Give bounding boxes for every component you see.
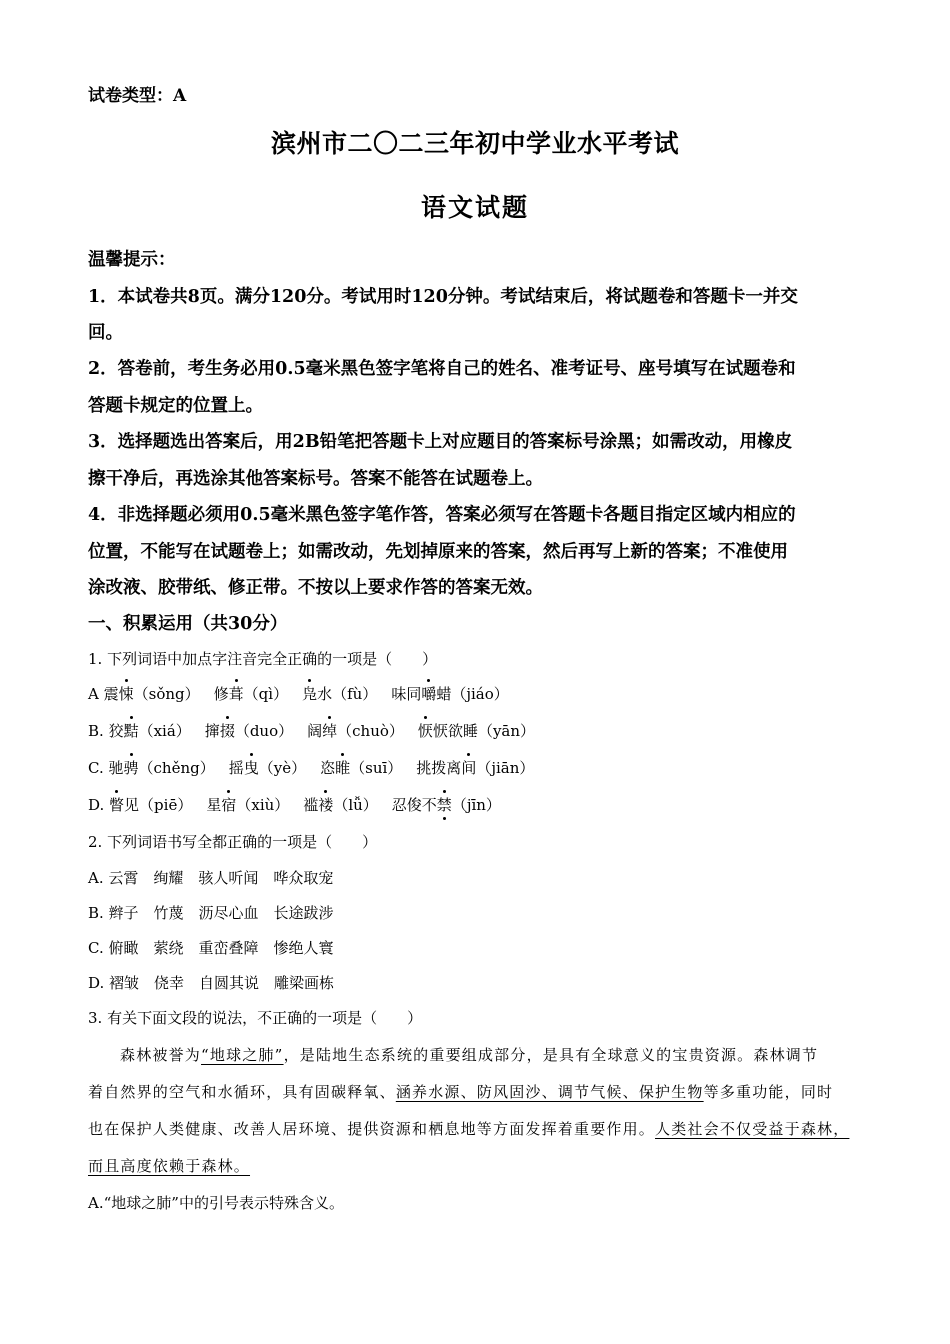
option-word: 驰骋（chěng） — [108, 759, 215, 777]
tip-4-line-2: 位置，不能写在试题卷上；如需改动，先划掉原来的答案，然后再写上新的答案；不准使用 — [88, 542, 788, 562]
passage-line-2: 着自然界的空气和水循环，具有固碳释氧、涵养水源、防风固沙、调节气候、保护生物等多重功能，同时 — [88, 1083, 834, 1101]
passage-line-4 — [88, 1155, 250, 1176]
option-word: 星宿（xiù） — [206, 796, 290, 814]
tips-heading: 温馨提示： — [88, 250, 176, 270]
exam-subtitle: 语文试题 — [420, 193, 529, 222]
passage-line-1: 森林被誉为“地球之肺”，是陆地生态系统的重要组成部分，是具有全球意义的宝贵资源。森林调节 — [120, 1046, 819, 1064]
option-word: 忍俊不禁（jīn） — [391, 796, 501, 814]
option-word: 恹恹欲睡（yān） — [417, 722, 536, 740]
option-word: 瞥见（piē） — [109, 796, 193, 814]
option-word: 褴褛（lǚ） — [303, 796, 378, 814]
option-word: 凫水（fù） — [302, 685, 378, 703]
option-word: 修葺（qì） — [213, 685, 289, 703]
option-word: 恣睢（suī） — [320, 759, 403, 777]
tip-1-line-1: 1．本试卷共8页。满分120分。考试用时120分钟。考试结束后，将试题卷和答题卡一并交 — [88, 287, 798, 307]
tip-2-line-1: 2．答卷前，考生务必用0.5毫米黑色签字笔将自己的姓名、准考证号、座号填写在试题卷和 — [88, 359, 796, 379]
option-word: 味同嚼蜡（jiáo） — [391, 685, 509, 703]
option-word: 震悚（sǒng） — [103, 685, 200, 703]
question-1-option-a: A 震悚（sǒng） 修葺（qì） 凫水（fù） 味同嚼蜡（jiáo） — [88, 685, 509, 703]
question-1-option-d: D. 瞥见（piē） 星宿（xiù） 褴褛（lǚ） 忍俊不禁（jīn） — [88, 796, 501, 814]
question-3-option-a: A.“地球之肺”中的引号表示特殊含义。 — [88, 1194, 344, 1212]
option-word: 狡黠（xiá） — [108, 722, 191, 740]
question-1-option-b: B. 狡黠（xiá） 撺掇（duo） 阔绰（chuò） 恹恹欲睡（yān） — [88, 722, 536, 740]
question-1-stem: 1. 下列词语中加点字注音完全正确的一项是（ ） — [88, 650, 438, 668]
tip-1-line-2: 回。 — [88, 323, 123, 343]
tip-3-line-2: 擦干净后，再选涂其他答案标号。答案不能答在试题卷上。 — [88, 469, 543, 489]
question-2-option-d: D. 褶皱 侥幸 自圆其说 雕梁画栋 — [88, 974, 335, 992]
passage-line-3: 也在保护人类健康、改善人居环境、提供资源和栖息地等方面发挥着重要作用。人类社会不仅受益于森林， — [88, 1120, 850, 1138]
tip-4-line-3: 涂改液、胶带纸、修正带。不按以上要求作答的答案无效。 — [88, 578, 543, 598]
option-word: 摇曳（yè） — [228, 759, 307, 777]
underlined-phrase: 而且高度依赖于森林。 — [88, 1157, 251, 1175]
option-word: 挑拨离间（jiān） — [416, 759, 535, 777]
tip-2-line-2: 答题卡规定的位置上。 — [88, 396, 263, 416]
question-1-option-c: C. 驰骋（chěng） 摇曳（yè） 恣睢（suī） 挑拨离间（jiān） — [88, 759, 535, 777]
underlined-phrase: “地球之肺” — [201, 1046, 284, 1064]
question-2-option-c: C. 俯瞰 萦绕 重峦叠障 惨绝人寰 — [88, 939, 334, 957]
question-2-option-b: B. 辫子 竹蔑 沥尽心血 长途跋涉 — [88, 904, 334, 922]
option-word: 撺掇（duo） — [204, 722, 294, 740]
section-heading: 一、积累运用（共30分） — [88, 614, 288, 634]
exam-title: 滨州市二〇二三年初中学业水平考试 — [270, 129, 679, 158]
tip-3-line-1: 3．选择题选出答案后，用2B铅笔把答题卡上对应题目的答案标号涂黑；如需改动，用橡皮 — [88, 432, 793, 452]
underlined-phrase: 人类社会不仅受益于森林， — [655, 1120, 850, 1138]
question-2-option-a: A. 云霄 绚耀 骇人听闻 哗众取宠 — [88, 869, 334, 887]
option-word: 阔绰（chuò） — [307, 722, 404, 740]
question-2-stem: 2. 下列词语书写全都正确的一项是（ ） — [88, 833, 378, 851]
paper-type: 试卷类型：A — [88, 86, 187, 106]
underlined-phrase: 涵养水源、防风固沙、调节气候、保护生物 — [395, 1083, 704, 1101]
tip-4-line-1: 4．非选择题必须用0.5毫米黑色签字笔作答，答案必须写在答题卡各题目指定区域内相应的 — [88, 505, 796, 525]
question-3-stem: 3. 有关下面文段的说法，不正确的一项是（ ） — [88, 1009, 423, 1027]
